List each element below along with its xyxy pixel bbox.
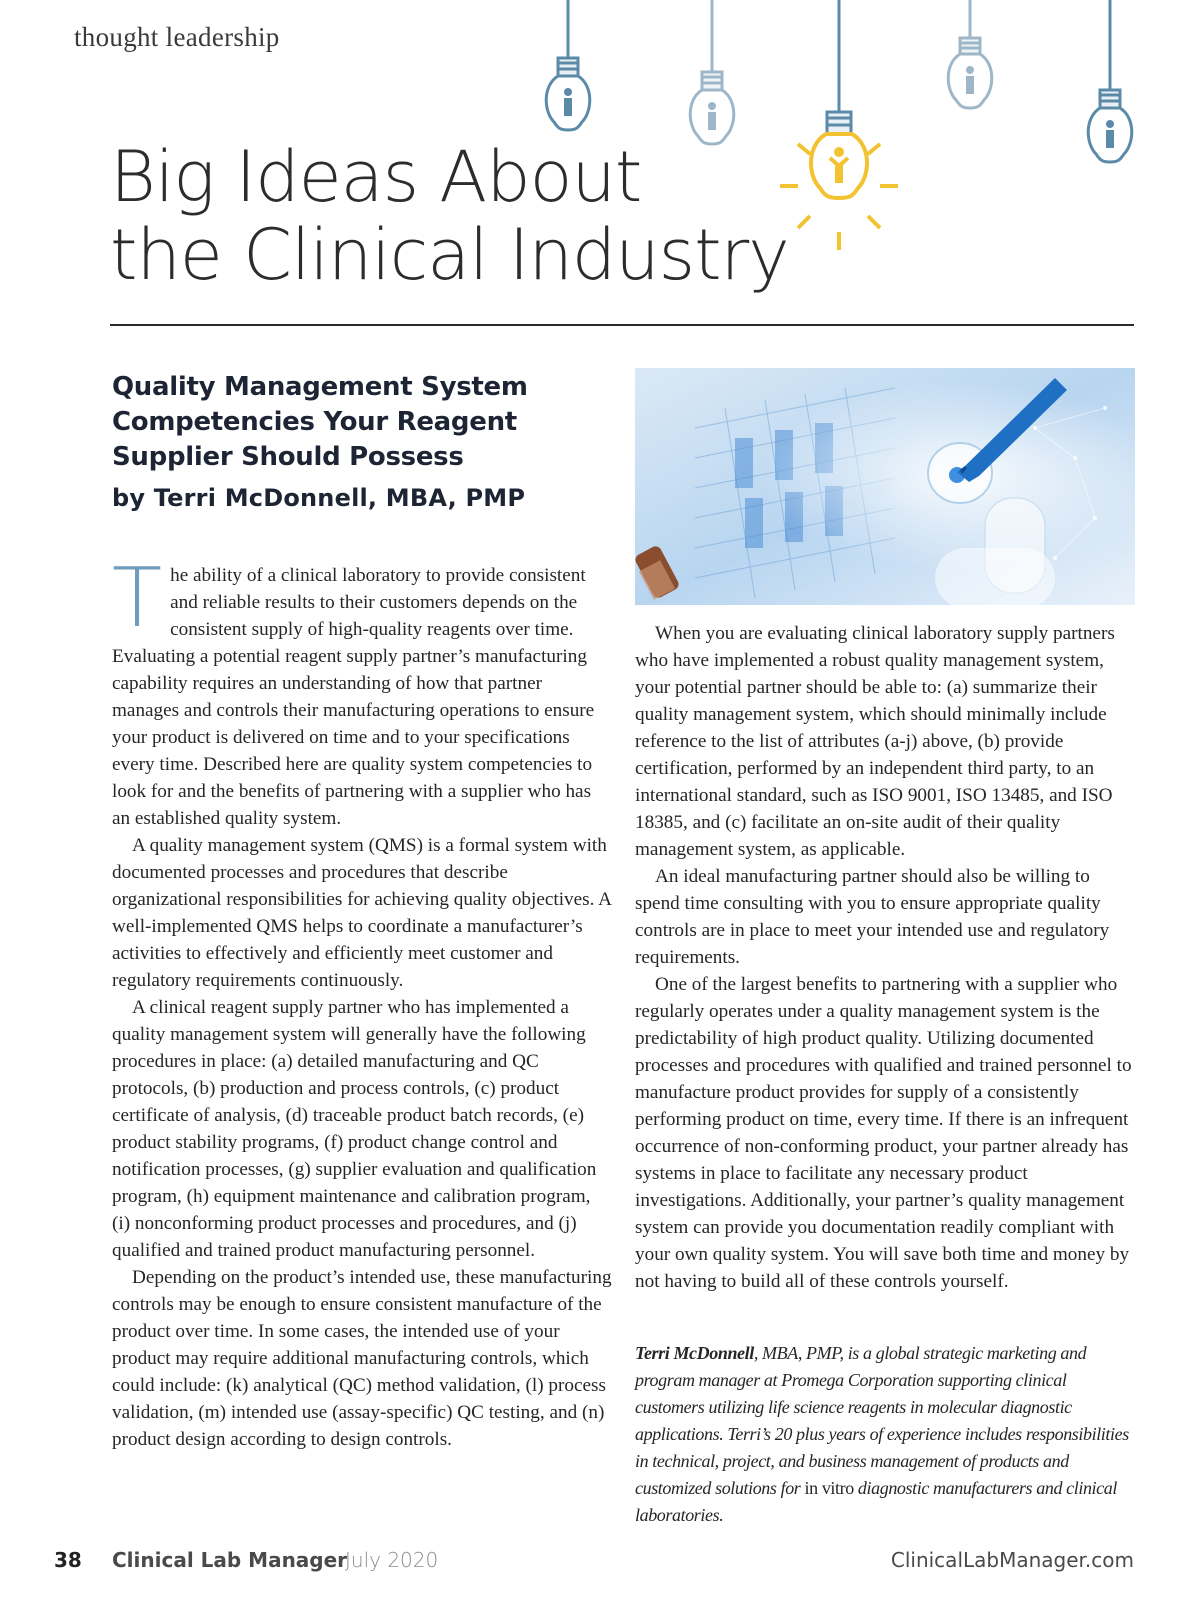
byline: by Terri McDonnell, MBA, PMP: [112, 484, 526, 512]
section-label: thought leadership: [74, 22, 280, 52]
lightbulb-icon: [1088, 0, 1132, 162]
paragraph: An ideal manufacturing partner should also be willing to spend time consulting with you to ensure appropriate quality controls are in place to meet your intended use and regulatory requirements.: [635, 866, 1110, 968]
title-line-1: Big Ideas About: [110, 136, 642, 218]
subhead-line-1: Quality Management System: [112, 372, 528, 402]
magazine-name: Clinical Lab Manager: [112, 1548, 348, 1572]
page-number: 38: [54, 1548, 82, 1572]
paragraph: One of the largest benefits to partnering with a supplier who regularly operates under a quality management system is the predictability of high product quality. Utilizing documented processes and procedures with qualified and trained personnel to manufacture product provides for supply of a consistently performing product on time, every time. If there is an infrequent occurrence of non-conforming product, your partner already has systems in place to facilitate any necessary product investigations. Additionally, your partner’s quality management system can provide you documentation readily compliant with your own quality system. You will save both time and money by not having to build all of these controls yourself.: [635, 974, 1132, 1292]
title-divider: [110, 324, 1134, 326]
author-bio: Terri McDonnell, MBA, PMP, is a global strategic marketing and program manager at Promega Corporation supporting clinical customers utilizing life science reagents in molecular diagnostic applications. Terri’s 20 plus years of experience includes responsibilities in technical, project, and business management of products and customized solutions for in vitro diagnostic manufacturers and clinical laboratories.: [635, 1343, 1129, 1525]
issue-date: July 2020: [345, 1548, 439, 1572]
right-column: [635, 620, 1135, 1295]
article-subhead: [112, 370, 572, 475]
lab-pipette-photo: [635, 368, 1135, 605]
lightbulb-icon: [690, 0, 734, 144]
website-link[interactable]: ClinicalLabManager.com: [890, 1548, 1134, 1572]
subhead-line-3: Supplier Should Possess: [112, 442, 464, 472]
left-column: [112, 551, 612, 1453]
paragraph: When you are evaluating clinical laboratory supply partners who have implemented a robust quality management system, your potential partner should be able to: (a) summarize their quality management system, which should minimally include reference to the list of attributes (a-j) above, (b) provide certification, performed by an independent third party, to an international standard, such as ISO 9001, ISO 13485, and ISO 18385, and (c) facilitate an on-site audit of their quality management system, as applicable.: [635, 623, 1115, 860]
page-footer: [0, 1548, 1200, 1588]
paragraph: Depending on the product’s intended use, these manufacturing controls may be enough to ensure consistent manufacture of the product over time. In some cases, the intended use of your product may require additional manufacturing controls, which could include: (k) analytical (QC) method validation, (l) process validation, (m) intended use (assay-specific) QC testing, and (n) product design according to design controls.: [112, 1267, 612, 1450]
lightbulb-icon: [546, 0, 590, 130]
paragraph: The ability of a clinical laboratory to provide consistent and reliable results to their customers depends on the consistent supply of high-quality reagents over time. Evaluating a potential reagent supply partner’s manufacturing capability requires an understanding of how that partner manages and controls their manufacturing operations to ensure your product is delivered on time and to your specifications every time. Described here are quality system competencies to look for and the benefits of partnering with a supplier who has an established quality system.: [112, 551, 595, 829]
drop-cap: T: [112, 551, 163, 646]
paragraph: A quality management system (QMS) is a formal system with documented processes and procedures that describe organizational responsibilities for achieving quality objectives. A well-implemented QMS helps to coordinate a manufacturer’s activities to effectively and efficiently meet customer and regulatory requirements continuously.: [112, 835, 611, 991]
lightbulb-icon: [948, 0, 992, 108]
subhead-line-2: Competencies Your Reagent: [112, 407, 517, 437]
title-line-2: the Clinical Industry: [110, 214, 789, 296]
page-title: [110, 138, 810, 294]
paragraph: A clinical reagent supply partner who has implemented a quality management system will generally have the following procedures in place: (a) detailed manufacturing and QC protocols, (b) production and process controls, (c) product certificate of analysis, (d) traceable product batch records, (e) product stability programs, (f) product change control and notification processes, (g) supplier evaluation and qualification program, (h) equipment maintenance and calibration program, (i) nonconforming product processes and procedures, and (j) qualified and trained product manufacturing personnel.: [112, 997, 597, 1261]
bio-author-name: Terri McDonnell: [635, 1343, 754, 1363]
